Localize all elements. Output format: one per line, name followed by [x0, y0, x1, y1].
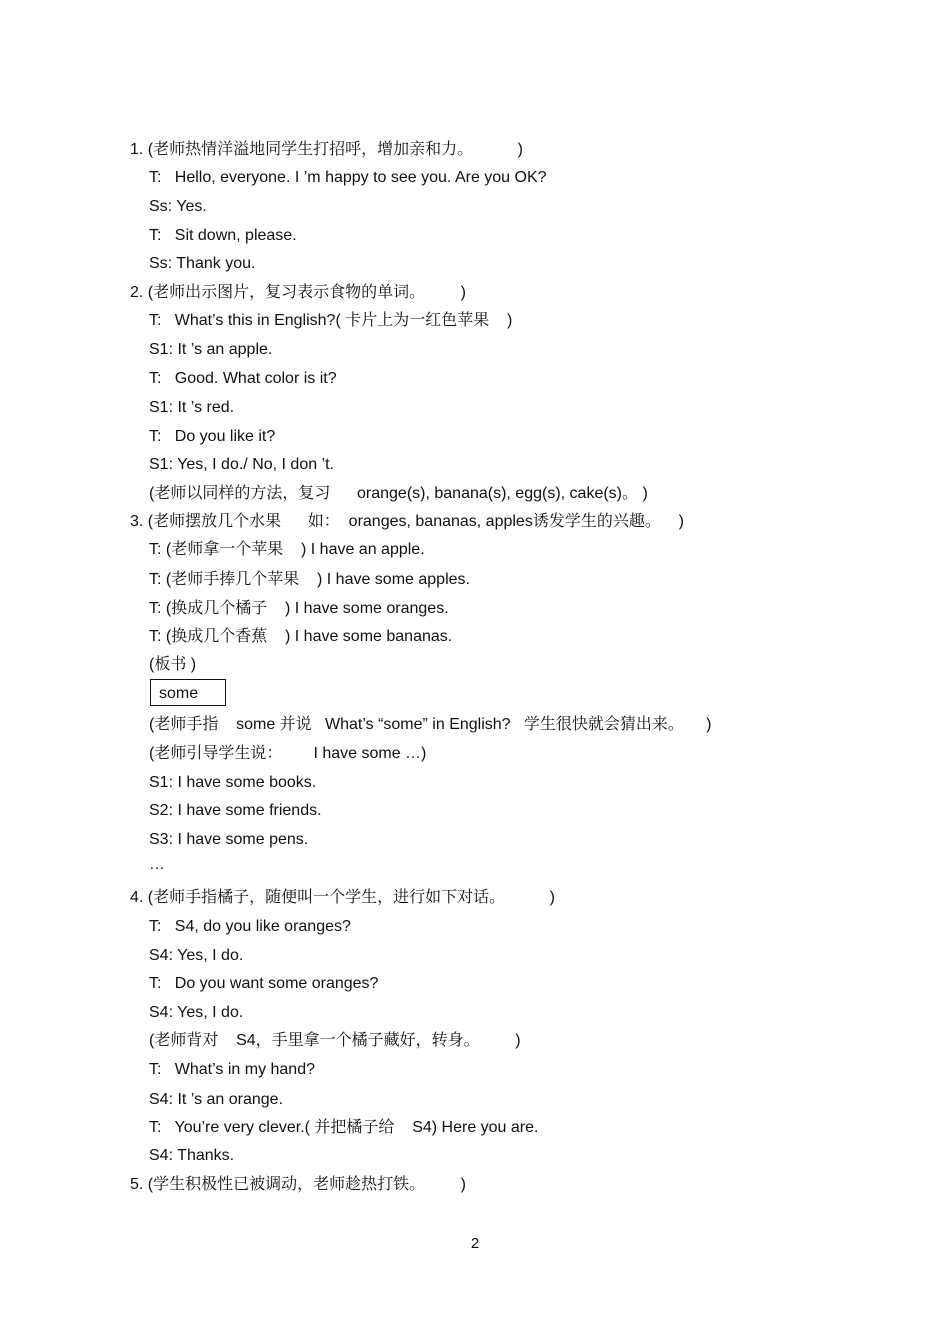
dialogue-line: S4: Thanks.	[149, 1147, 235, 1164]
dialogue-line: S4: Yes, I do.	[149, 947, 244, 964]
blackboard-word-box: some	[150, 679, 226, 706]
teacher-note: (老师以同样的方法，复习 orange(s), banana(s), egg(s), cake(s)。 )	[149, 485, 648, 502]
teacher-note: (老师手指 some 并说 What’s “some” in English? 学生很快就会猜出来。 )	[149, 716, 712, 733]
dialogue-line: T: Good. What color is it?	[149, 370, 337, 387]
dialogue-line: S4: Yes, I do.	[149, 1004, 244, 1021]
dialogue-line: S1: I have some books.	[149, 774, 317, 791]
dialogue-line: T: (换成几个橘子 ) I have some oranges.	[149, 600, 449, 617]
dialogue-line: S4: It ’s an orange.	[149, 1091, 284, 1108]
dialogue-line: S1: It ’s an apple.	[149, 341, 273, 358]
dialogue-line: T: You’re very clever.( 并把橘子给 S4) Here you are.	[149, 1119, 539, 1136]
dialogue-line: S1: It ’s red.	[149, 399, 235, 416]
dialogue-line: T: (老师手捧几个苹果 ) I have some apples.	[149, 571, 470, 588]
dialogue-line: T: S4, do you like oranges?	[149, 918, 351, 935]
page-number: 2	[470, 1235, 480, 1252]
dialogue-line: T: What’s in my hand?	[149, 1061, 315, 1078]
dialogue-line: T: Sit down, please.	[149, 227, 297, 244]
dialogue-line: S1: Yes, I do./ No, I don ’t.	[149, 456, 335, 473]
dialogue-line: T: Do you want some oranges?	[149, 975, 379, 992]
ellipsis: …	[149, 856, 165, 873]
dialogue-line: T: (换成几个香蕉 ) I have some bananas.	[149, 628, 453, 645]
dialogue-line: Ss: Yes.	[149, 198, 207, 215]
item-5-heading: 5. (学生积极性已被调动，老师趁热打铁。 )	[130, 1176, 467, 1193]
item-3-heading: 3. (老师摆放几个水果 如： oranges, bananas, apples诱发学生的兴趣。 )	[130, 513, 684, 530]
item-1-heading: 1. (老师热情洋溢地同学生打招呼，增加亲和力。 )	[130, 141, 523, 158]
dialogue-line: T: Do you like it?	[149, 428, 276, 445]
dialogue-line: Ss: Thank you.	[149, 255, 256, 272]
teacher-note: (老师背对 S4，手里拿一个橘子藏好，转身。 )	[149, 1032, 521, 1049]
dialogue-line: S2: I have some friends.	[149, 802, 322, 819]
item-2-heading: 2. (老师出示图片，复习表示食物的单词。 )	[130, 284, 467, 301]
dialogue-line: S3: I have some pens.	[149, 831, 309, 848]
item-4-heading: 4. (老师手指橘子，随便叫一个学生，进行如下对话。 )	[130, 889, 555, 906]
dialogue-line: T: (老师拿一个苹果 ) I have an apple.	[149, 541, 425, 558]
teacher-note: (老师引导学生说： I have some …)	[149, 745, 427, 762]
teacher-note: (板书 )	[149, 656, 197, 673]
dialogue-line: T: Hello, everyone. I ’m happy to see you. Are you OK?	[149, 169, 547, 186]
dialogue-line: T: What’s this in English?( 卡片上为一红色苹果 )	[149, 312, 513, 329]
